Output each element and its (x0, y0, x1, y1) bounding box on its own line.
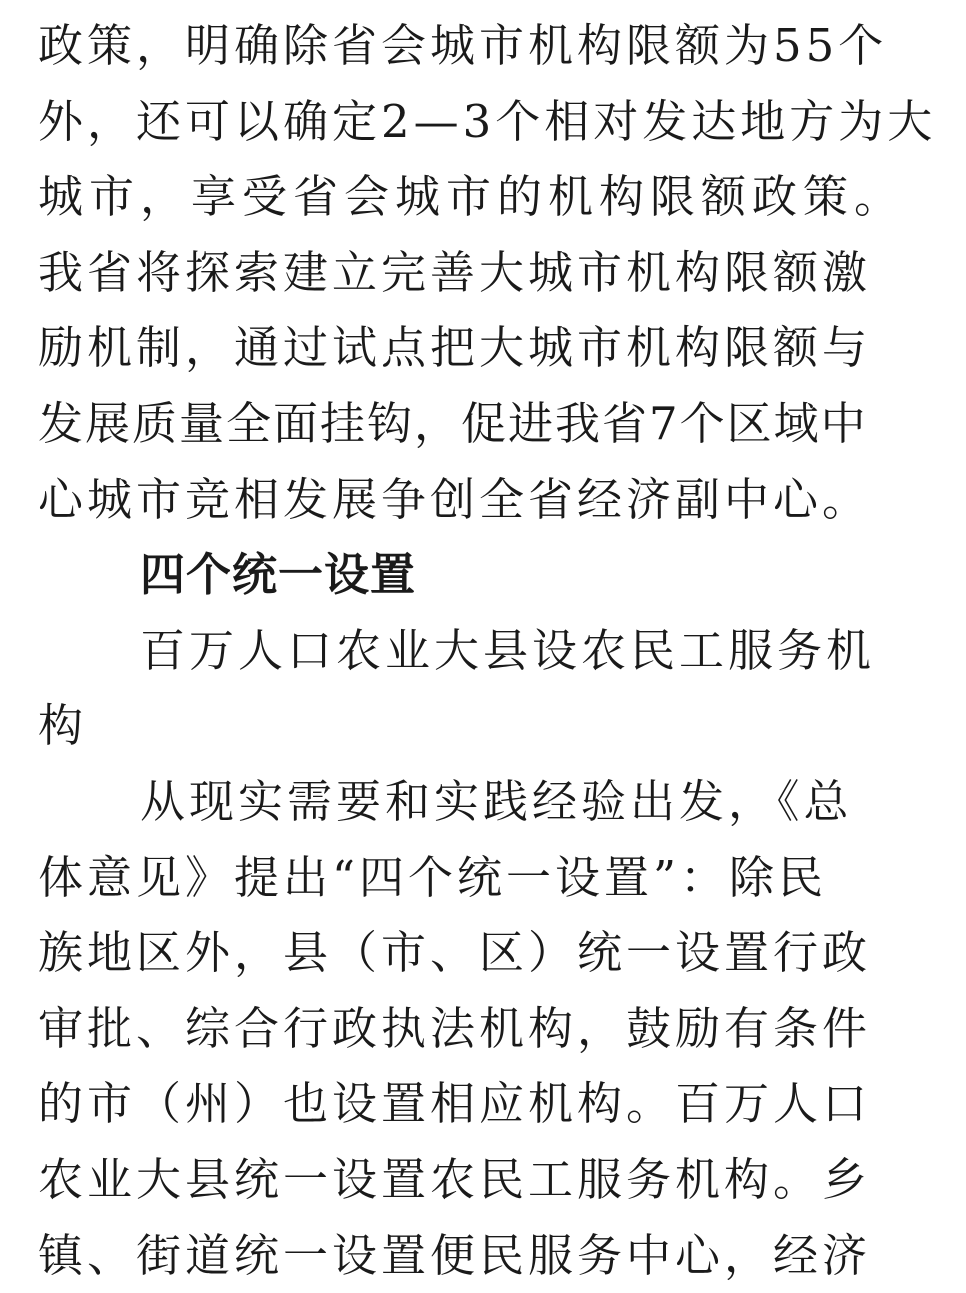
text-line: 励机制，通过试点把大城市机构限额与 (38, 310, 928, 386)
text-line: 镇、街道统一设置便民服务中心，经济 (38, 1218, 928, 1293)
text-line: 我省将探索建立完善大城市机构限额激 (38, 235, 928, 311)
text-line: 发展质量全面挂钩，促进我省7个区域中 (38, 386, 928, 462)
text-line: 族地区外，县（市、区）统一设置行政 (38, 915, 928, 991)
text-line: 体意见》提出“四个统一设置”：除民 (38, 840, 928, 916)
text-line: 审批、综合行政执法机构，鼓励有条件 (38, 991, 928, 1067)
text-line: 农业大县统一设置农民工服务机构。乡 (38, 1142, 928, 1218)
subheading-line: 百万人口农业大县设农民工服务机 (38, 613, 928, 689)
text-line: 外，还可以确定2—3个相对发达地方为大 (38, 84, 928, 160)
section-heading: 四个统一设置 (38, 537, 928, 613)
text-line: 政策，明确除省会城市机构限额为55个 (38, 8, 928, 84)
subheading-line: 构 (38, 688, 928, 764)
text-line: 的市（州）也设置相应机构。百万人口 (38, 1066, 928, 1142)
text-line: 从现实需要和实践经验出发，《总 (38, 764, 928, 840)
article-page (38, 8, 928, 1293)
text-line: 城市，享受省会城市的机构限额政策。 (38, 159, 928, 235)
text-line: 心城市竞相发展争创全省经济副中心。 (38, 462, 928, 538)
